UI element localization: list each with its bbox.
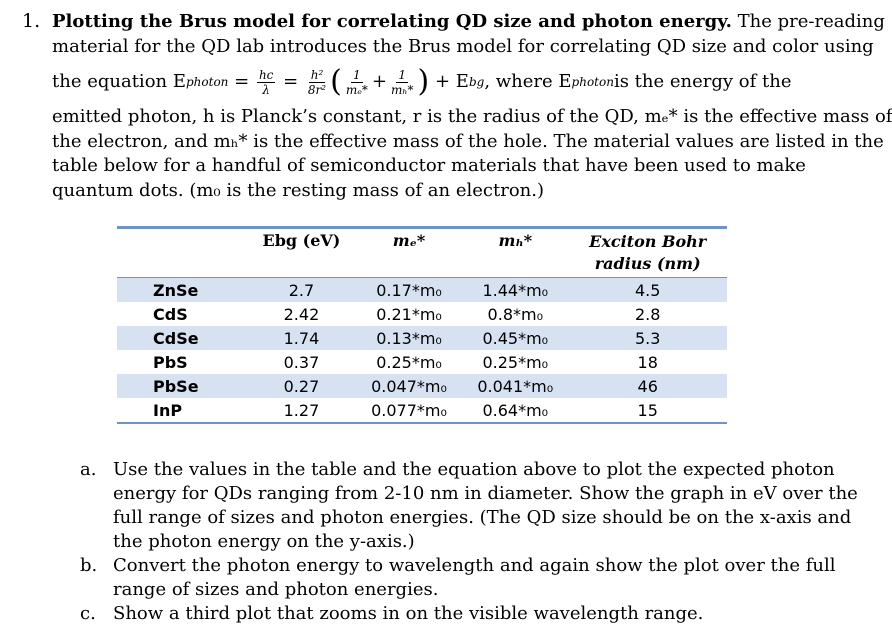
eq-left-paren: ( (330, 64, 342, 99)
cell-bohr: 18 (637, 352, 658, 372)
eq-right-paren: ) (417, 64, 430, 99)
equation-line: the equation E photon = $\frac{hc}{\lambda}$ = $\frac{\text{h²}}{\text{8r²}}$ ( $\frac{1}{\text{mₑ*}}$ + $\frac{1}{\text{mₕ*}}$ ) + E bg , where E photon is the energy of the (52, 64, 792, 99)
item-label: b. (80, 555, 98, 576)
list-item (80, 602, 860, 626)
table-row (117, 326, 727, 350)
cell-me: 0.13*m₀ (356, 326, 462, 350)
eq-frac-mh: $\frac{1}{\text{mₕ*}}$ (390, 67, 414, 97)
cell-material: ZnSe (117, 278, 247, 303)
eq-frac-hc: $\frac{hc}{\lambda}$ (258, 67, 274, 97)
materials-table (117, 226, 727, 424)
item-label: c. (80, 603, 96, 624)
header-ebg: Ebg (eV) (247, 228, 356, 278)
question-number: 1. (22, 10, 41, 32)
cell-material: PbSe (117, 374, 247, 398)
cell-bohr: 15 (568, 398, 727, 423)
header-material (117, 228, 247, 278)
cell-me: 0.047*m₀ (356, 374, 462, 398)
item-text: Convert the photon energy to wavelength and again show the plot over the full range of sizes and photon energies. (113, 555, 836, 600)
cell-mh: 0.45*m₀ (462, 326, 568, 350)
cell-mh: 0.8*m₀ (487, 304, 543, 324)
eq-sub-bg: bg (468, 74, 485, 89)
line-6: table below for a handful of semiconductor materials that have been used to make (52, 155, 806, 176)
line-5: the electron, and mₕ* is the effective mass of the hole. The material values are listed in the (52, 130, 884, 152)
cell-mh: 1.44*m₀ (462, 278, 568, 303)
item-text: Show a third plot that zooms in on the visible wavelength range. (113, 603, 704, 624)
eq-sub-photon: photon (185, 74, 229, 89)
list-item (80, 458, 860, 554)
header-mh: mₕ* (462, 228, 568, 278)
eq-frac-h2: $\frac{\text{h²}}{\text{8r²}}$ (307, 67, 327, 97)
cell-material: InP (117, 398, 247, 423)
cell-material: CdS (153, 304, 188, 324)
table-row (117, 374, 727, 398)
title-line (52, 10, 885, 35)
intro-rest: The pre-reading (737, 11, 885, 32)
cell-me: 0.25*m₀ (376, 352, 442, 372)
cell-bohr: 4.5 (568, 278, 727, 303)
cell-ebg: 2.42 (283, 304, 320, 324)
eq-frac-me: $\frac{1}{\text{mₑ*}}$ (345, 67, 368, 97)
cell-bohr: 5.3 (568, 326, 727, 350)
eq-prefix: the equation E (52, 70, 186, 92)
header-bohr: Exciton Bohr radius (nm) (568, 228, 727, 278)
cell-mh: 0.041*m₀ (462, 374, 568, 398)
sub-questions (80, 458, 860, 626)
table-row (117, 278, 727, 303)
question-title: Plotting the Brus model for correlating QD size and photon energy. (52, 11, 732, 32)
cell-material: PbS (153, 352, 188, 372)
cell-ebg: 0.37 (283, 352, 320, 372)
cell-bohr: 46 (568, 374, 727, 398)
cell-mh: 0.64*m₀ (462, 398, 568, 423)
cell-ebg: 2.7 (247, 278, 356, 303)
line-7: quantum dots. (m₀ is the resting mass of an electron.) (52, 179, 545, 201)
eq-where: , where E (484, 70, 572, 92)
table-row (117, 350, 727, 374)
line-2: material for the QD lab introduces the Brus model for correlating QD size and color using (52, 35, 874, 57)
cell-bohr: 2.8 (634, 304, 661, 324)
cell-ebg: 1.74 (247, 326, 356, 350)
header-me: mₑ* (356, 228, 462, 278)
item-label: a. (80, 459, 97, 480)
cell-me: 0.17*m₀ (356, 278, 462, 303)
question-paragraph (52, 10, 892, 203)
table-header-row (117, 228, 727, 278)
cell-me: 0.077*m₀ (356, 398, 462, 423)
list-item (80, 554, 860, 602)
cell-ebg: 0.27 (247, 374, 356, 398)
cell-ebg: 1.27 (247, 398, 356, 423)
cell-mh: 0.25*m₀ (482, 352, 549, 372)
eq-plus-ebg: + E (434, 70, 469, 92)
cell-me: 0.21*m₀ (376, 304, 442, 324)
eq-where-rest: is the energy of the (613, 70, 792, 92)
item-text: Use the values in the table and the equation above to plot the expected photon energy for QDs ranging from 2-10 nm in diameter. Show the graph in eV over the full range of sizes and photon energies. (The QD size should be on the x-axis and the photon energy on the y-axis.) (113, 459, 858, 552)
cell-material: CdSe (117, 326, 247, 350)
eq-where-sub: photon (571, 74, 614, 89)
table-row (117, 398, 727, 423)
table-row (117, 302, 727, 326)
line-4: emitted photon, h is Planck’s constant, r is the radius of the QD, mₑ* is the effective mass of (52, 106, 892, 127)
